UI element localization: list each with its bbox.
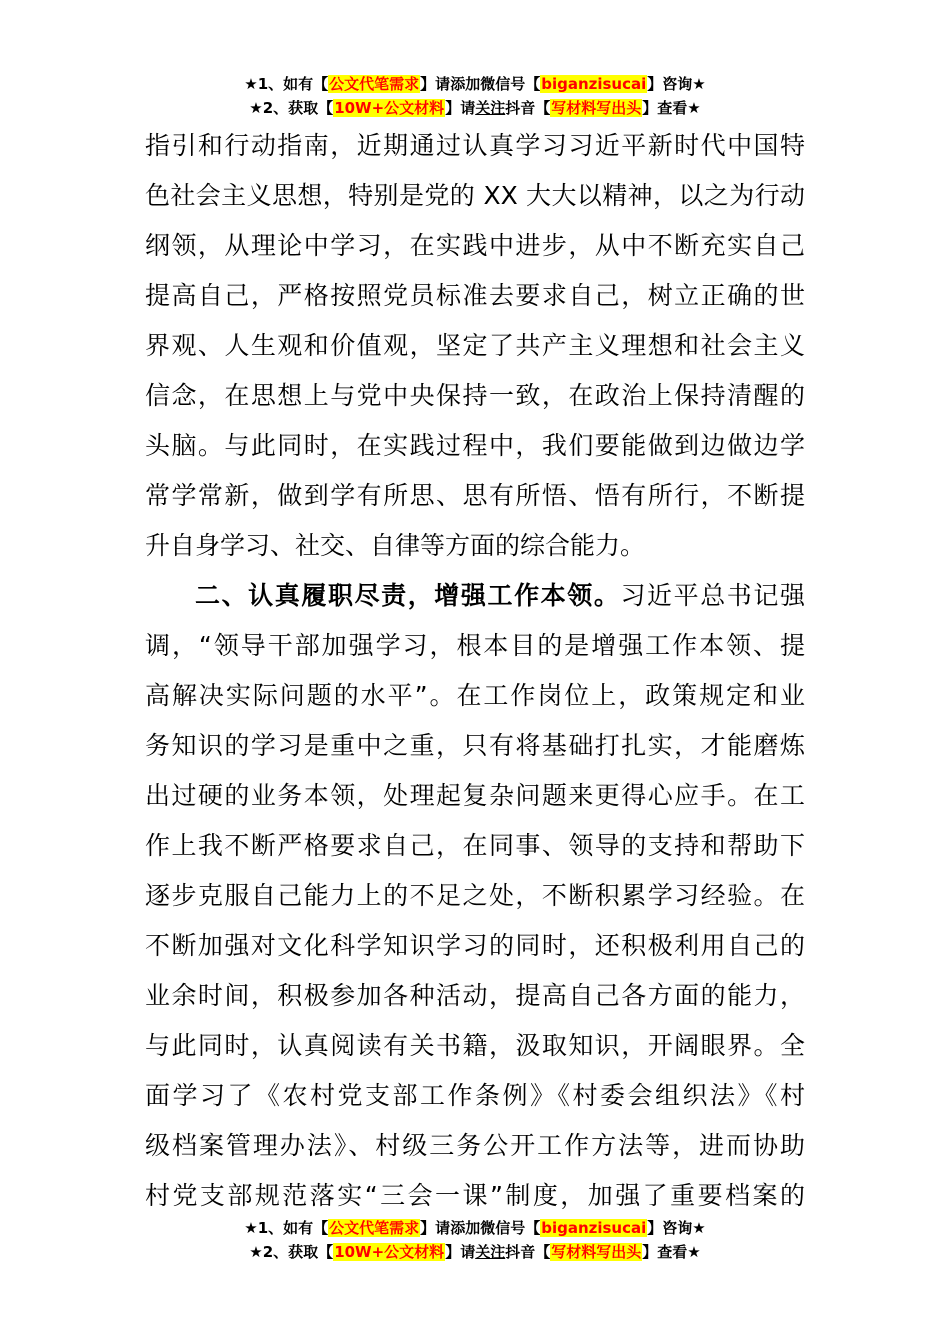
text-line: 级档案管理办法》、村级三务公开工作方法等，进而协助 [145,1131,805,1160]
text-line: 常学常新，做到学有所思、思有所悟、悟有所行，不断提 [145,481,805,510]
notice-text: 】查看★ [642,1243,701,1261]
text-line: 界观、人生观和价值观，坚定了共产主义理想和社会主义 [145,331,805,360]
footer-notice [0,1216,950,1264]
text-line: 面学习了《农村党支部工作条例》《村委会组织法》《村 [145,1081,805,1110]
text-line: 出过硬的业务本领，处理起复杂问题来更得心应手。在工 [145,781,805,810]
notice-text: 微信号【 [480,1219,541,1237]
notice-text: 】查看★ [642,99,701,117]
text-line: 村党支部规范落实“三会一课”制度，加强了重要档案的 [145,1181,805,1210]
highlight-service: 公文代笔需求 [329,1219,420,1237]
highlight-douyin-account: 写材料写出头 [551,99,642,117]
highlight-douyin-account: 写材料写出头 [551,1243,642,1261]
notice-text: 】请 [445,1243,476,1261]
highlight-wechat-id: biganzisucai [541,1219,647,1237]
notice-line-2 [0,96,950,120]
notice-emphasis: 关注 [475,1243,506,1261]
notice-text: ★2、获取【 [249,99,334,117]
notice-text: 抖音【 [505,1243,551,1261]
notice-text: 】咨询★ [647,1219,706,1237]
text-line: 逐步克服自己能力上的不足之处，不断积累学习经验。在 [145,881,805,910]
notice-line-1 [0,72,950,96]
text-line: 高解决实际问题的水平”。在工作岗位上，政策规定和业 [145,681,805,710]
text-line: 作上我不断严格要求自己，在同事、领导的支持和帮助下 [145,831,805,860]
highlight-service: 公文代笔需求 [329,75,420,93]
section-heading: 二、认真履职尽责，增强工作本领。 [195,581,621,610]
notice-text: 】请 [420,1219,451,1237]
text-line: 业余时间，积极参加各种活动，提高自己各方面的能力， [145,981,805,1010]
text-line: 调，“领导干部加强学习，根本目的是增强工作本领、提 [145,631,805,660]
notice-text: 微信号【 [480,75,541,93]
text-line: 升自身学习、社交、自律等方面的综合能力。 [145,531,646,560]
notice-text: ★1、如有【 [244,75,329,93]
notice-emphasis: 添加 [450,1219,481,1237]
text-line: 头脑。与此同时，在实践过程中，我们要能做到边做边学 [145,431,805,460]
paragraph-2 [145,571,805,1221]
text-line: 提高自己，严格按照党员标准去要求自己，树立正确的世 [145,281,805,310]
notice-emphasis: 添加 [450,75,481,93]
notice-line-2 [0,1240,950,1264]
notice-text: 】请 [445,99,476,117]
notice-text: ★2、获取【 [249,1243,334,1261]
highlight-materials: 10W+公文材料 [334,99,445,117]
paragraph-1 [145,121,805,571]
notice-text: 抖音【 [505,99,551,117]
text-line [145,571,805,621]
text-line: 务知识的学习是重中之重，只有将基础打扎实，才能磨炼 [145,731,805,760]
notice-emphasis: 关注 [475,99,506,117]
header-notice [0,72,950,120]
text-line: 指引和行动指南，近期通过认真学习习近平新时代中国特 [145,131,805,160]
notice-text: ★1、如有【 [244,1219,329,1237]
notice-text: 】请 [420,75,451,93]
notice-line-1 [0,1216,950,1240]
text-line: 与此同时，认真阅读有关书籍，汲取知识，开阔眼界。全 [145,1031,805,1060]
text-line: 色社会主义思想，特别是党的 XX 大大以精神，以之为行动 [145,181,805,210]
text-run: 习近平总书记强 [620,581,805,610]
text-line: 信念，在思想上与党中央保持一致，在政治上保持清醒的 [145,381,805,410]
text-line: 不断加强对文化科学知识学习的同时，还积极利用自己的 [145,931,805,960]
highlight-materials: 10W+公文材料 [334,1243,445,1261]
document-body [145,121,805,1221]
notice-text: 】咨询★ [647,75,706,93]
text-line: 纲领，从理论中学习，在实践中进步，从中不断充实自己 [145,231,805,260]
highlight-wechat-id: biganzisucai [541,75,647,93]
